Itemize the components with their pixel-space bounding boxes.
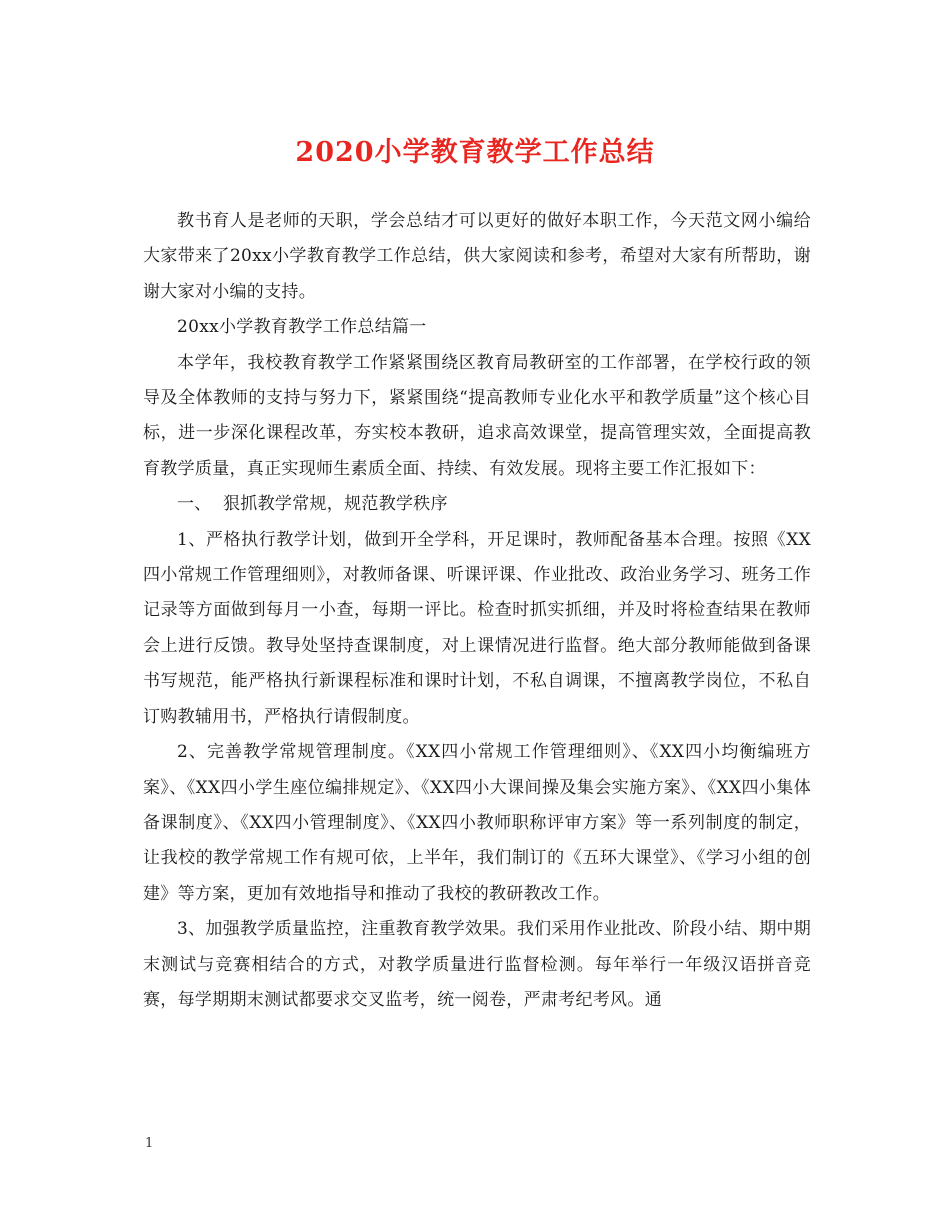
paragraph-overview: 本学年，我校教育教学工作紧紧围绕区教育局教研室的工作部署，在学校行政的领导及全体教师的支持与努力下，紧紧围绕“提高教师专业化水平和教学质量”这个核心目标，进一步深化课程改革，夯实校本教研，追求高效课堂，提高管理实效，全面提高教育教学质量，真正实现师生素质全面、持续、有效发展。现将主要工作汇报如下：	[143, 352, 811, 479]
paragraph-item-2: 2、完善教学常规管理制度。《XX四小常规工作管理细则》、《XX四小均衡编班方案》、《XX四小学生座位编排规定》、《XX四小大课间操及集会实施方案》、《XX四小集体备课制度》、《XX四小管理制度》、《XX四小教师职称评审方案》等一系列制度的制定，让我校的教学常规工作有规可依，上半年，我们制订的《五环大课堂》、《学习小组的创建》等方案，更加有效地指导和推动了我校的教研教改工作。	[143, 742, 811, 904]
page-number: 1	[145, 1136, 154, 1151]
document-body	[143, 204, 811, 1018]
document-title: 2020小学教育教学工作总结	[295, 137, 655, 168]
paragraph-section-heading: 20xx小学教育教学工作总结篇一	[177, 317, 427, 338]
paragraph-intro: 教书育人是老师的天职，学会总结才可以更好的做好本职工作，今天范文网小编给大家带来了20xx小学教育教学工作总结，供大家阅读和参考，希望对大家有所帮助，谢谢大家对小编的支持。	[143, 211, 811, 302]
paragraph-subheading: 一、 狠抓教学常规，规范教学秩序	[177, 494, 448, 515]
paragraph-item-1: 1、严格执行教学计划，做到开全学科，开足课时，教师配备基本合理。按照《XX四小常规工作管理细则》，对教师备课、听课评课、作业批改、政治业务学习、班务工作记录等方面做到每月一小查，每期一评比。检查时抓实抓细，并及时将检查结果在教师会上进行反馈。教导处坚持查课制度，对上课情况进行监督。绝大部分教师能做到备课书写规范，能严格执行新课程标准和课时计划，不私自调课，不擅离教学岗位，不私自订购教辅用书，严格执行请假制度。	[143, 529, 811, 727]
paragraph-item-3: 3、加强教学质量监控，注重教育教学效果。我们采用作业批改、阶段小结、期中期末测试与竞赛相结合的方式，对教学质量进行监督检测。每年举行一年级汉语拼音竞赛，每学期期末测试都要求交叉监考，统一阅卷，严肃考纪考风。通	[143, 919, 811, 1010]
